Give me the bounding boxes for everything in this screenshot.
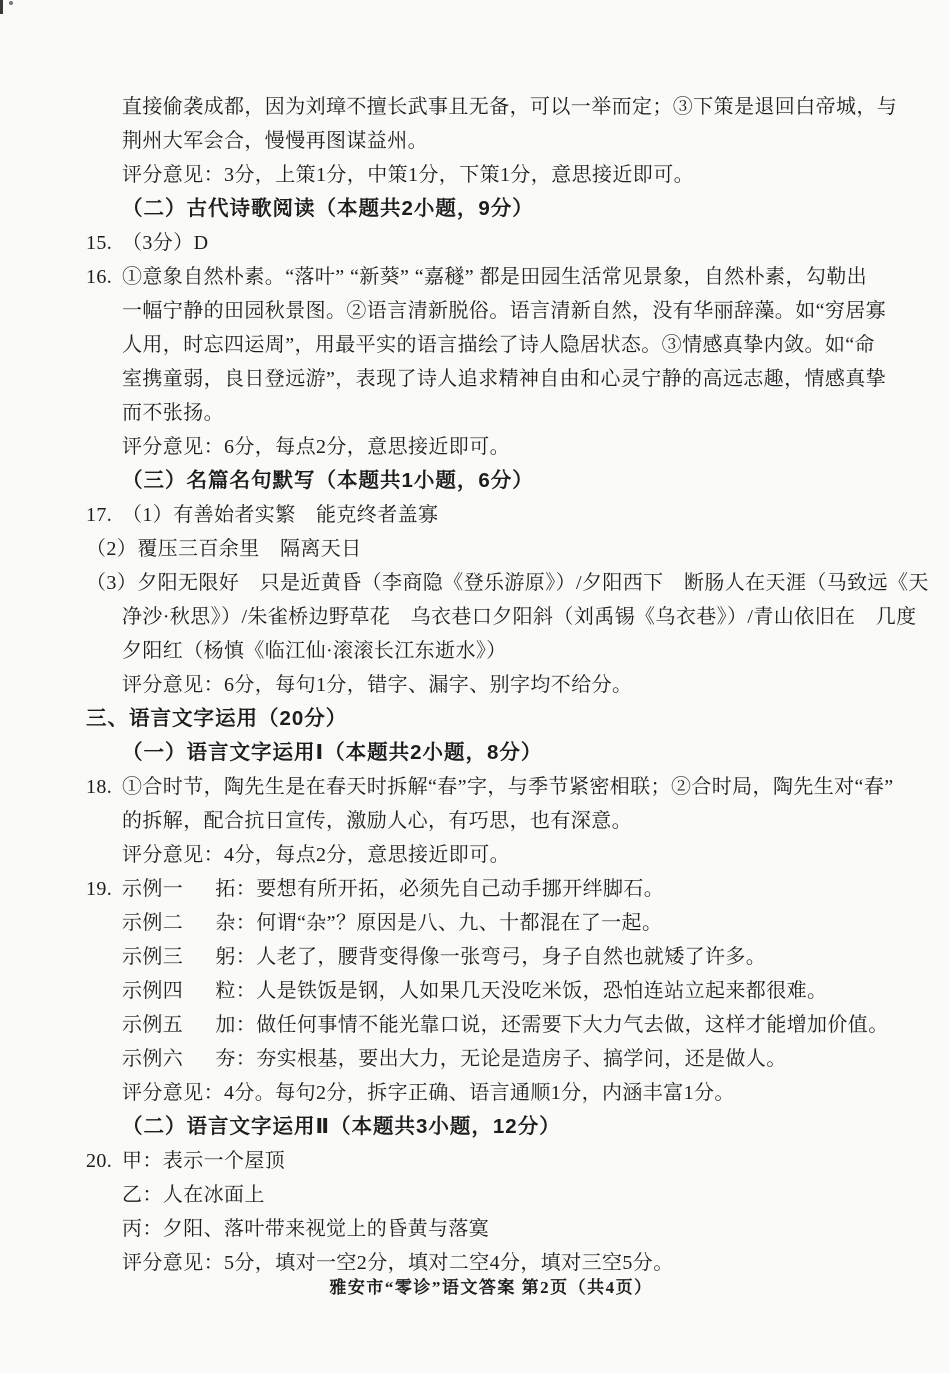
example-label: 示例六 xyxy=(122,1048,184,1070)
example-row xyxy=(122,906,896,940)
answer-line: ①合时节，陶先生是在春天时拆解“春”字，与季节紧密相联；②合时局，陶先生对“春” xyxy=(122,776,894,798)
question-19 xyxy=(86,872,896,906)
answer-line: 丙：夕阳、落叶带来视觉上的昏黄与落寞 xyxy=(122,1218,490,1240)
answer-line: 室携童弱，良日登远游”，表现了诗人追求精神自由和心灵宁静的高远志趣，情感真挚 xyxy=(122,368,887,390)
answer-line: 一幅宁静的田园秋景图。②语言清新脱俗。语言清新自然，没有华丽辞藻。如“穷居寡 xyxy=(122,300,887,322)
question-15 xyxy=(86,226,896,260)
scoring-note: 评分意见：6分，每句1分，错字、漏字、别字均不给分。 xyxy=(122,674,633,696)
answer-line: 而不张扬。 xyxy=(122,402,224,424)
question-17 xyxy=(86,498,896,532)
answer-line: 荆州大军会合，慢慢再图谋益州。 xyxy=(122,130,428,152)
section-heading-poetry: （二）古代诗歌阅读（本题共2小题，9分） xyxy=(122,197,534,220)
example-text: 杂：何谓“杂”？原因是八、九、十都混在了一起。 xyxy=(215,912,663,934)
question-20 xyxy=(86,1144,896,1178)
page-footer: 雅安市“零诊”语文答案 第2页（共4页） xyxy=(329,1278,653,1297)
answer-line: 甲：表示一个屋顶 xyxy=(122,1150,286,1172)
scoring-note: 评分意见：5分，填对一空2分，填对二空4分，填对三空5分。 xyxy=(122,1252,674,1274)
question-number: 19. xyxy=(86,878,113,900)
question-number: 18. xyxy=(86,776,113,798)
answer-line: （3）夕阳无限好 只是近黄昏（李商隐《登乐游原》）/夕阳西下 断肠人在天涯（马致远《天 xyxy=(86,572,929,594)
scoring-note: 评分意见：3分，上策1分，中策1分，下策1分，意思接近即可。 xyxy=(122,164,694,186)
example-text: 躬：人老了，腰背变得像一张弯弓，身子自然也就矮了许多。 xyxy=(215,946,767,968)
example-row xyxy=(122,974,896,1008)
answer-line: 夕阳红（杨慎《临江仙·滚滚长江东逝水》） xyxy=(122,640,507,662)
example-label: 示例四 xyxy=(122,980,184,1002)
answer-line: ①意象自然朴素。“落叶” “新葵” “嘉穟” 都是田园生活常见景象，自然朴素，勾勒出 xyxy=(122,266,868,288)
question-number: 16. xyxy=(86,266,113,288)
subsection-heading-language-1: （一）语言文字运用Ⅰ（本题共2小题，8分） xyxy=(122,741,543,764)
answer-line: （1）有善始者实繁 能克终者盖寡 xyxy=(122,504,439,526)
example-row xyxy=(122,940,896,974)
example-text: 夯：夯实根基，要出大力，无论是造房子、搞学问，还是做人。 xyxy=(215,1048,787,1070)
question-16 xyxy=(86,260,896,294)
answer-text: （3分）D xyxy=(122,232,209,254)
answer-line: 的拆解，配合抗日宣传，激励人心，有巧思，也有深意。 xyxy=(122,810,632,832)
section-heading-language: 三、语言文字运用（20分） xyxy=(86,707,348,730)
example-text: 拓：要想有所开拓，必须先自己动手挪开绊脚石。 xyxy=(215,878,665,900)
answer-line: 直接偷袭成都，因为刘璋不擅长武事且无备，可以一举而定；③下策是退回白帝城，与 xyxy=(122,96,898,118)
section-heading-dictation: （三）名篇名句默写（本题共1小题，6分） xyxy=(122,469,534,492)
scan-artifact-dot xyxy=(9,1,13,5)
example-label: 示例二 xyxy=(122,912,184,934)
answer-line: （2）覆压三百余里 隔离天日 xyxy=(86,538,362,560)
answer-line: 乙：人在冰面上 xyxy=(122,1184,265,1206)
answer-line: 人用，时忘四运周”，用最平实的语言描绘了诗人隐居状态。③情感真挚内敛。如“命 xyxy=(122,334,875,356)
example-text: 加：做任何事情不能光靠口说，还需要下大力气去做，这样才能增加价值。 xyxy=(215,1014,889,1036)
answer-line: 净沙·秋思》）/朱雀桥边野草花 乌衣巷口夕阳斜（刘禹锡《乌衣巷》）/青山依旧在 几度 xyxy=(122,606,917,628)
scan-artifact-corner xyxy=(0,0,3,14)
scoring-note: 评分意见：4分，每点2分，意思接近即可。 xyxy=(122,844,510,866)
example-text: 粒：人是铁饭是钢，人如果几天没吃米饭，恐怕连站立起来都很难。 xyxy=(215,980,828,1002)
page-content xyxy=(86,90,929,1280)
scoring-note: 评分意见：4分。每句2分，拆字正确、语言通顺1分，内涵丰富1分。 xyxy=(122,1082,735,1104)
example-row xyxy=(122,1008,896,1042)
question-number: 15. xyxy=(86,232,113,254)
subsection-heading-language-2: （二）语言文字运用Ⅱ（本题共3小题，12分） xyxy=(122,1115,561,1138)
question-18 xyxy=(86,770,896,804)
question-number: 17. xyxy=(86,504,113,526)
example-label: 示例三 xyxy=(122,946,184,968)
scoring-note: 评分意见：6分，每点2分，意思接近即可。 xyxy=(122,436,510,458)
example-label: 示例五 xyxy=(122,1014,184,1036)
example-label: 示例一 xyxy=(122,878,184,900)
example-row xyxy=(122,1042,896,1076)
question-number: 20. xyxy=(86,1150,113,1172)
